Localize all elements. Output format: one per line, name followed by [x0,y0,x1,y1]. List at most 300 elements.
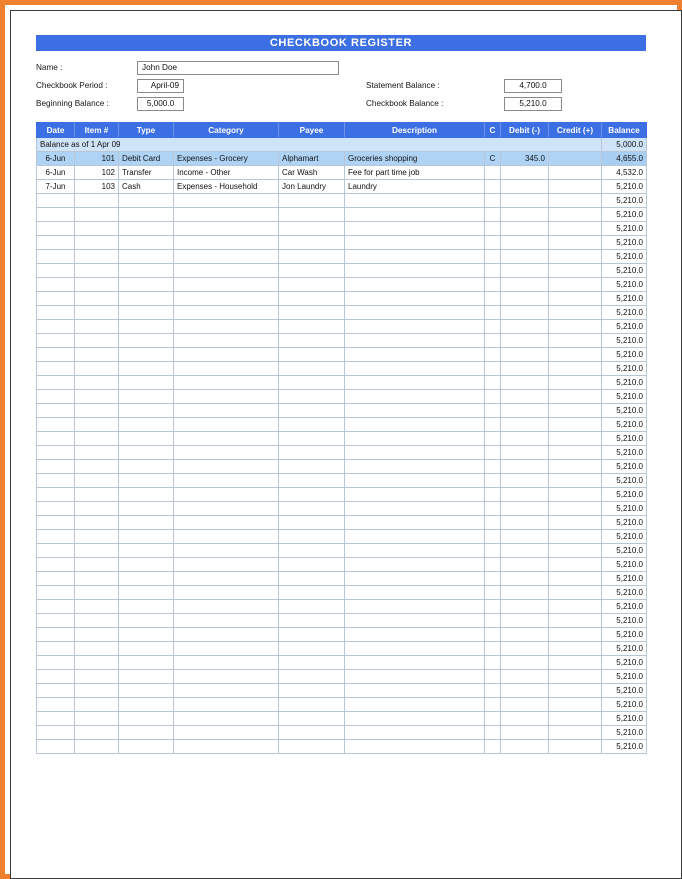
cell-item-number[interactable] [75,572,119,586]
cell-cleared[interactable] [485,460,501,474]
cell-category[interactable] [174,642,279,656]
table-row-empty[interactable] [37,712,647,726]
column-header-description[interactable]: Description [345,123,485,138]
cell-item-number[interactable] [75,670,119,684]
cell-date[interactable] [37,558,75,572]
cell-item-number[interactable] [75,656,119,670]
cell-credit[interactable] [549,432,602,446]
cell-payee[interactable] [279,544,345,558]
table-row-empty[interactable] [37,362,647,376]
cell-type[interactable] [119,642,174,656]
table-row-empty[interactable] [37,586,647,600]
cell-credit[interactable] [549,544,602,558]
cell-category[interactable] [174,376,279,390]
cell-item-number[interactable] [75,348,119,362]
cell-cleared[interactable] [485,544,501,558]
cell-debit[interactable] [501,306,549,320]
column-header-type[interactable]: Type [119,123,174,138]
cell-description[interactable] [345,558,485,572]
cell-item-number[interactable] [75,194,119,208]
column-header-payee[interactable]: Payee [279,123,345,138]
cell-type[interactable] [119,726,174,740]
cell-type[interactable] [119,390,174,404]
cell-description[interactable] [345,208,485,222]
cell-category[interactable] [174,726,279,740]
cell-payee[interactable] [279,516,345,530]
cell-payee[interactable] [279,684,345,698]
column-header-category[interactable]: Category [174,123,279,138]
cell-cleared[interactable] [485,320,501,334]
cell-debit[interactable]: 345.0 [501,152,549,166]
cell-category[interactable] [174,362,279,376]
cell-item-number[interactable] [75,264,119,278]
cell-credit[interactable] [549,418,602,432]
cell-date[interactable] [37,628,75,642]
cell-credit[interactable] [549,726,602,740]
cell-credit[interactable] [549,376,602,390]
cell-debit[interactable] [501,418,549,432]
cell-credit[interactable] [549,670,602,684]
cell-date[interactable] [37,642,75,656]
cell-item-number[interactable] [75,726,119,740]
cell-payee[interactable] [279,656,345,670]
cell-debit[interactable] [501,502,549,516]
cell-description[interactable] [345,194,485,208]
cell-category[interactable] [174,502,279,516]
cell-date[interactable] [37,404,75,418]
table-row-empty[interactable] [37,222,647,236]
cell-item-number[interactable] [75,334,119,348]
cell-category[interactable] [174,474,279,488]
cell-date[interactable] [37,250,75,264]
cell-category[interactable] [174,432,279,446]
cell-description[interactable] [345,446,485,460]
cell-item-number[interactable] [75,586,119,600]
cell-cleared[interactable] [485,600,501,614]
cell-description[interactable] [345,348,485,362]
cell-item-number[interactable] [75,488,119,502]
cell-item-number[interactable] [75,446,119,460]
cell-payee[interactable] [279,474,345,488]
cell-debit[interactable] [501,600,549,614]
cell-item-number[interactable] [75,600,119,614]
statement-balance-input[interactable]: 4,700.0 [504,79,562,93]
cell-item-number[interactable] [75,418,119,432]
cell-type[interactable] [119,334,174,348]
cell-debit[interactable] [501,586,549,600]
cell-category[interactable] [174,544,279,558]
cell-type[interactable] [119,292,174,306]
cell-cleared[interactable] [485,698,501,712]
cell-credit[interactable] [549,306,602,320]
cell-type[interactable] [119,628,174,642]
cell-payee[interactable] [279,726,345,740]
cell-payee[interactable] [279,432,345,446]
cell-date[interactable] [37,740,75,754]
cell-payee[interactable] [279,362,345,376]
cell-credit[interactable] [549,656,602,670]
table-row-empty[interactable] [37,600,647,614]
cell-debit[interactable] [501,628,549,642]
cell-cleared[interactable] [485,446,501,460]
cell-cleared[interactable] [485,348,501,362]
table-row[interactable] [37,180,647,194]
cell-credit[interactable] [549,488,602,502]
cell-description[interactable] [345,250,485,264]
cell-cleared[interactable] [485,530,501,544]
column-header-date[interactable]: Date [37,123,75,138]
cell-category[interactable] [174,628,279,642]
cell-cleared[interactable] [485,264,501,278]
cell-category[interactable] [174,600,279,614]
cell-item-number[interactable] [75,278,119,292]
cell-credit[interactable] [549,698,602,712]
cell-date[interactable] [37,656,75,670]
cell-credit[interactable] [549,208,602,222]
cell-debit[interactable] [501,516,549,530]
cell-payee[interactable] [279,306,345,320]
cell-item-number[interactable] [75,460,119,474]
cell-payee[interactable] [279,460,345,474]
cell-type[interactable] [119,670,174,684]
cell-category[interactable]: Income - Other [174,166,279,180]
column-header-debit[interactable]: Debit (-) [501,123,549,138]
cell-credit[interactable] [549,474,602,488]
cell-category[interactable] [174,250,279,264]
cell-item-number[interactable] [75,684,119,698]
cell-date[interactable] [37,390,75,404]
cell-debit[interactable] [501,404,549,418]
cell-description[interactable] [345,544,485,558]
cell-date[interactable] [37,348,75,362]
table-row-empty[interactable] [37,516,647,530]
cell-credit[interactable] [549,236,602,250]
cell-date[interactable] [37,600,75,614]
cell-credit[interactable] [549,334,602,348]
cell-item-number[interactable]: 103 [75,180,119,194]
cell-credit[interactable] [549,404,602,418]
cell-debit[interactable] [501,194,549,208]
cell-cleared[interactable] [485,586,501,600]
cell-type[interactable] [119,222,174,236]
cell-payee[interactable] [279,572,345,586]
cell-payee[interactable] [279,446,345,460]
cell-debit[interactable] [501,740,549,754]
cell-date[interactable] [37,670,75,684]
cell-type[interactable] [119,446,174,460]
table-row-empty[interactable] [37,474,647,488]
cell-credit[interactable] [549,460,602,474]
cell-cleared[interactable] [485,516,501,530]
cell-cleared[interactable] [485,474,501,488]
cell-description[interactable] [345,278,485,292]
cell-item-number[interactable] [75,502,119,516]
cell-category[interactable] [174,208,279,222]
cell-type[interactable] [119,558,174,572]
cell-debit[interactable]: 123.0 [501,166,549,180]
cell-item-number[interactable] [75,740,119,754]
cell-cleared[interactable] [485,390,501,404]
cell-credit[interactable] [549,194,602,208]
cell-payee[interactable] [279,250,345,264]
cell-debit[interactable] [501,698,549,712]
cell-description[interactable] [345,222,485,236]
cell-cleared[interactable] [485,488,501,502]
table-row-empty[interactable] [37,208,647,222]
cell-description[interactable] [345,516,485,530]
cell-date[interactable] [37,488,75,502]
table-row-empty[interactable] [37,614,647,628]
cell-credit[interactable] [549,684,602,698]
cell-date[interactable] [37,614,75,628]
cell-item-number[interactable] [75,516,119,530]
cell-date[interactable] [37,502,75,516]
name-input[interactable]: John Doe [137,61,339,75]
cell-item-number[interactable] [75,404,119,418]
cell-description[interactable] [345,642,485,656]
cell-credit[interactable] [549,362,602,376]
cell-credit[interactable] [549,250,602,264]
cell-category[interactable] [174,320,279,334]
cell-type[interactable] [119,432,174,446]
cell-type[interactable] [119,404,174,418]
cell-category[interactable] [174,530,279,544]
cell-category[interactable] [174,418,279,432]
cell-credit[interactable] [549,292,602,306]
cell-cleared[interactable] [485,236,501,250]
cell-description[interactable] [345,306,485,320]
cell-item-number[interactable] [75,292,119,306]
cell-payee[interactable] [279,264,345,278]
cell-item-number[interactable] [75,642,119,656]
table-row-empty[interactable] [37,404,647,418]
cell-description[interactable] [345,292,485,306]
cell-date[interactable] [37,222,75,236]
cell-cleared[interactable] [485,418,501,432]
cell-payee[interactable] [279,600,345,614]
cell-credit[interactable] [549,320,602,334]
cell-cleared[interactable] [485,642,501,656]
cell-description[interactable] [345,656,485,670]
cell-type[interactable] [119,586,174,600]
cell-debit[interactable] [501,236,549,250]
cell-cleared[interactable] [485,572,501,586]
cell-description[interactable] [345,362,485,376]
cell-cleared[interactable] [485,362,501,376]
cell-credit[interactable] [549,390,602,404]
cell-category[interactable] [174,236,279,250]
cell-description[interactable] [345,712,485,726]
cell-payee[interactable] [279,712,345,726]
cell-debit[interactable] [501,362,549,376]
cell-cleared[interactable] [485,614,501,628]
cell-type[interactable] [119,656,174,670]
cell-category[interactable] [174,684,279,698]
cell-debit[interactable] [501,670,549,684]
cell-debit[interactable] [501,278,549,292]
cell-debit[interactable] [501,250,549,264]
table-row-empty[interactable] [37,544,647,558]
cell-description[interactable] [345,432,485,446]
cell-payee[interactable] [279,222,345,236]
table-row-empty[interactable] [37,250,647,264]
cell-type[interactable] [119,572,174,586]
cell-payee[interactable] [279,236,345,250]
cell-type[interactable] [119,208,174,222]
cell-debit[interactable] [501,264,549,278]
cell-description[interactable] [345,572,485,586]
cell-debit[interactable] [501,726,549,740]
cell-type[interactable] [119,278,174,292]
cell-cleared[interactable] [485,684,501,698]
cell-date[interactable] [37,194,75,208]
cell-credit[interactable] [549,264,602,278]
cell-payee[interactable] [279,404,345,418]
cell-payee[interactable] [279,292,345,306]
cell-type[interactable] [119,740,174,754]
table-row-empty[interactable] [37,530,647,544]
cell-type[interactable] [119,474,174,488]
cell-description[interactable] [345,236,485,250]
table-row-empty[interactable] [37,642,647,656]
cell-description[interactable] [345,740,485,754]
checkbook-balance-input[interactable]: 5,210.0 [504,97,562,111]
table-row[interactable] [37,166,647,180]
cell-type[interactable] [119,460,174,474]
cell-credit[interactable] [549,446,602,460]
cell-type[interactable] [119,712,174,726]
table-row-empty[interactable] [37,348,647,362]
cell-payee[interactable] [279,488,345,502]
cell-description[interactable] [345,404,485,418]
cell-date[interactable]: 7-Jun [37,180,75,194]
table-row-empty[interactable] [37,656,647,670]
cell-category[interactable] [174,614,279,628]
cell-debit[interactable] [501,614,549,628]
cell-credit[interactable] [549,600,602,614]
cell-debit[interactable] [501,558,549,572]
cell-date[interactable] [37,306,75,320]
cell-debit[interactable] [501,446,549,460]
table-row-empty[interactable] [37,698,647,712]
cell-payee[interactable] [279,348,345,362]
cell-date[interactable]: 6-Jun [37,152,75,166]
cell-credit[interactable] [549,558,602,572]
cell-type[interactable] [119,320,174,334]
cell-category[interactable] [174,222,279,236]
cell-item-number[interactable] [75,222,119,236]
cell-date[interactable] [37,208,75,222]
cell-item-number[interactable] [75,236,119,250]
cell-type[interactable]: Transfer [119,166,174,180]
cell-category[interactable] [174,516,279,530]
table-row-empty[interactable] [37,376,647,390]
cell-description[interactable] [345,502,485,516]
cell-type[interactable] [119,348,174,362]
cell-category[interactable] [174,264,279,278]
cell-type[interactable] [119,544,174,558]
cell-type[interactable] [119,376,174,390]
cell-cleared[interactable] [485,404,501,418]
cell-credit[interactable] [549,614,602,628]
cell-type[interactable] [119,194,174,208]
cell-credit[interactable] [549,516,602,530]
cell-credit[interactable] [549,628,602,642]
column-header-credit[interactable]: Credit (+) [549,123,602,138]
cell-debit[interactable] [501,376,549,390]
table-row-empty[interactable] [37,740,647,754]
cell-description[interactable] [345,530,485,544]
table-row-empty[interactable] [37,502,647,516]
cell-credit[interactable] [549,152,602,166]
cell-category[interactable] [174,572,279,586]
cell-credit[interactable] [549,166,602,180]
cell-description[interactable] [345,698,485,712]
cell-credit[interactable] [549,502,602,516]
cell-category[interactable] [174,740,279,754]
cell-date[interactable] [37,376,75,390]
cell-type[interactable]: Debit Card [119,152,174,166]
cell-category[interactable] [174,586,279,600]
cell-item-number[interactable] [75,712,119,726]
cell-item-number[interactable] [75,698,119,712]
cell-description[interactable] [345,586,485,600]
cell-date[interactable] [37,292,75,306]
cell-description[interactable] [345,600,485,614]
cell-description[interactable] [345,670,485,684]
cell-type[interactable] [119,684,174,698]
table-row-empty[interactable] [37,572,647,586]
cell-cleared[interactable] [485,306,501,320]
cell-debit[interactable] [501,208,549,222]
table-row-empty[interactable] [37,418,647,432]
cell-payee[interactable] [279,530,345,544]
cell-description[interactable] [345,320,485,334]
cell-date[interactable] [37,684,75,698]
cell-date[interactable] [37,544,75,558]
cell-cleared[interactable] [485,712,501,726]
table-row-empty[interactable] [37,194,647,208]
cell-cleared[interactable] [485,166,501,180]
cell-date[interactable] [37,572,75,586]
cell-payee[interactable]: Jon Laundry [279,180,345,194]
cell-date[interactable] [37,446,75,460]
cell-date[interactable] [37,334,75,348]
cell-type[interactable] [119,488,174,502]
cell-credit[interactable] [549,222,602,236]
cell-credit[interactable] [549,530,602,544]
cell-debit[interactable] [501,390,549,404]
cell-payee[interactable] [279,376,345,390]
cell-date[interactable] [37,460,75,474]
cell-category[interactable] [174,390,279,404]
table-row-empty[interactable] [37,236,647,250]
cell-item-number[interactable] [75,614,119,628]
cell-type[interactable] [119,362,174,376]
cell-credit[interactable] [549,586,602,600]
cell-cleared[interactable] [485,502,501,516]
cell-description[interactable] [345,264,485,278]
table-row-empty[interactable] [37,460,647,474]
checkbook-period-input[interactable]: April-09 [137,79,184,93]
table-row-empty[interactable] [37,264,647,278]
cell-cleared[interactable] [485,278,501,292]
column-header-cleared[interactable]: C [485,123,501,138]
cell-debit[interactable] [501,222,549,236]
cell-description[interactable] [345,474,485,488]
cell-debit[interactable] [501,572,549,586]
table-row-empty[interactable] [37,670,647,684]
